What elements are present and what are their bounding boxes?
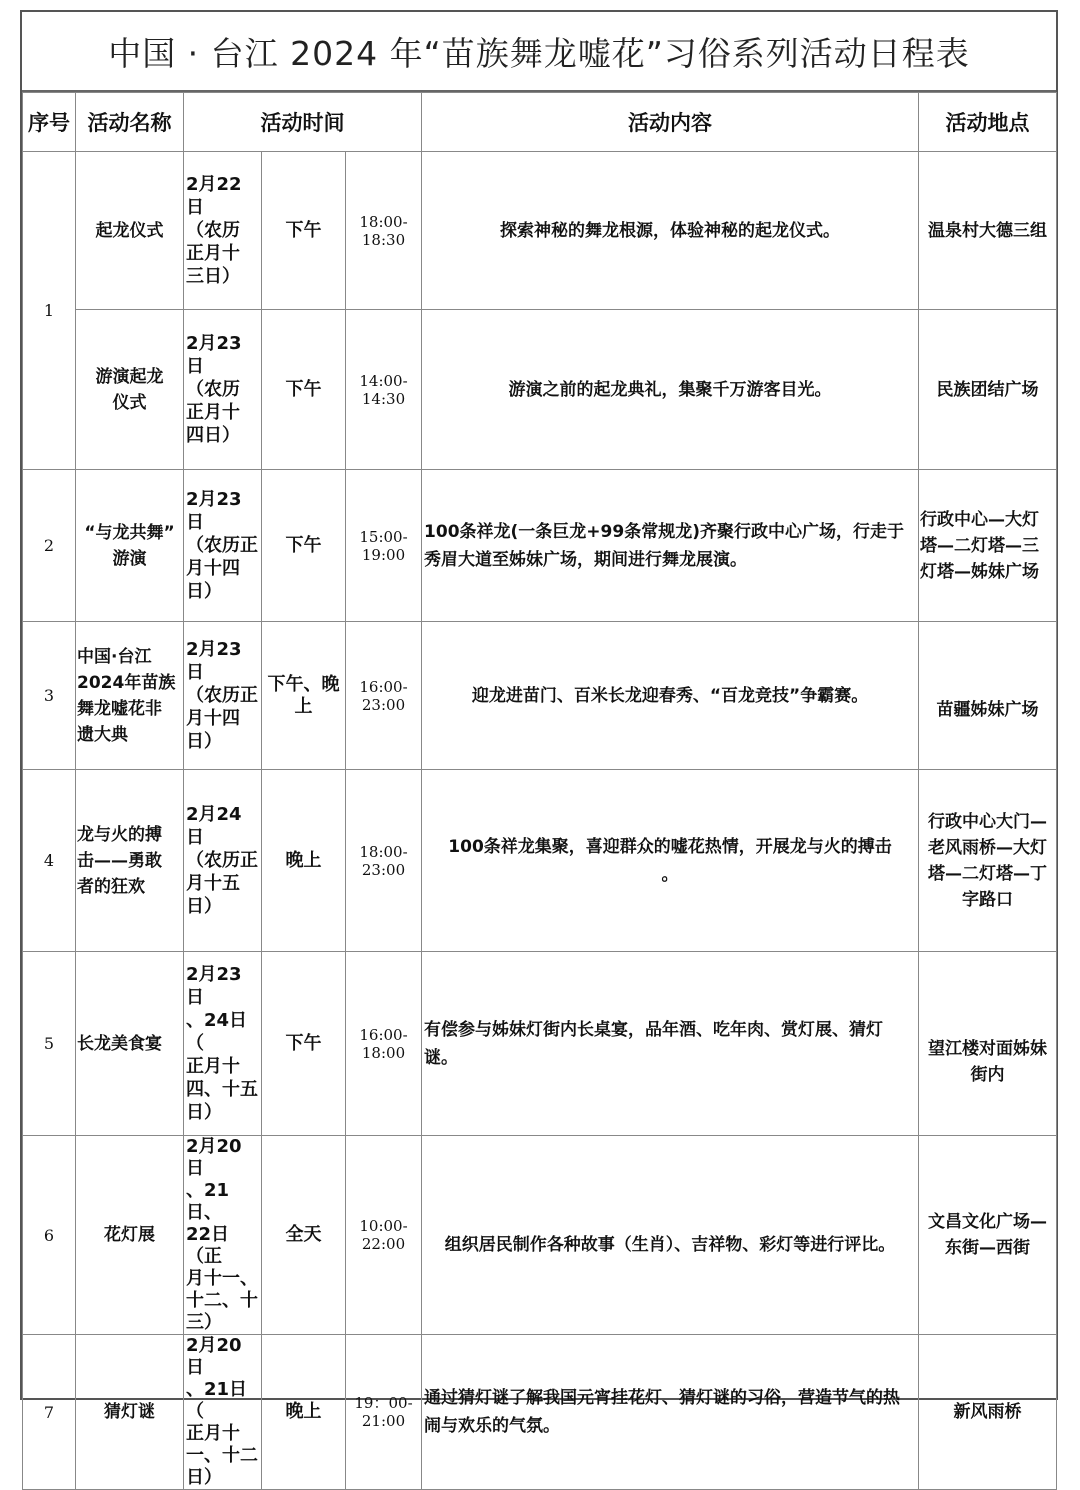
activity-place: 温泉村大德三组 xyxy=(919,152,1057,310)
table-row xyxy=(23,1335,1057,1490)
header-content: 活动内容 xyxy=(422,93,919,152)
activity-name: 中国·台江 2024年苗族 舞龙嘘花非 遗大典 xyxy=(76,622,184,770)
activity-content: 游演之前的起龙典礼，集聚千万游客目光。 xyxy=(422,310,919,470)
activity-date: 2月20日 、21日（ 正月十 一、十二 日） xyxy=(184,1335,262,1490)
schedule-sheet xyxy=(20,10,1058,1488)
activity-time: 18:00- 18:30 xyxy=(346,152,422,310)
activity-place: 望江楼对面姊妹 街内 xyxy=(919,952,1057,1136)
table-row xyxy=(23,152,1057,310)
activity-time: 15:00- 19:00 xyxy=(346,470,422,622)
activity-place: 文昌文化广场— 东街—西街 xyxy=(919,1136,1057,1335)
activity-time: 16:00- 18:00 xyxy=(346,952,422,1136)
header-time: 活动时间 xyxy=(184,93,422,152)
activity-name: “与龙共舞” 游演 xyxy=(76,470,184,622)
activity-period: 下午、晚 上 xyxy=(262,622,346,770)
activity-place: 民族团结广场 xyxy=(919,310,1057,470)
activity-time: 10:00- 22:00 xyxy=(346,1136,422,1335)
activity-content: 探索神秘的舞龙根源，体验神秘的起龙仪式。 xyxy=(422,152,919,310)
header-place: 活动地点 xyxy=(919,93,1057,152)
table-row xyxy=(23,470,1057,622)
table-row xyxy=(23,1136,1057,1335)
activity-name: 花灯展 xyxy=(76,1136,184,1335)
row-number: 7 xyxy=(23,1335,76,1490)
activity-content: 100条祥龙(一条巨龙+99条常规龙)齐聚行政中心广场，行走于秀眉大道至姊妹广场，期间进行舞龙展演。 xyxy=(422,470,919,622)
activity-period: 晚上 xyxy=(262,770,346,952)
header-name: 活动名称 xyxy=(76,93,184,152)
activity-content: 迎龙进苗门、百米长龙迎春秀、“百龙竞技”争霸赛。 xyxy=(422,622,919,770)
table-row xyxy=(23,952,1057,1136)
row-number: 5 xyxy=(23,952,76,1136)
activity-date: 2月22日 （农历 正月十 三日） xyxy=(184,152,262,310)
header-no: 序号 xyxy=(23,93,76,152)
row-number: 4 xyxy=(23,770,76,952)
activity-content: 有偿参与姊妹灯街内长桌宴，品年酒、吃年肉、赏灯展、猜灯谜。 xyxy=(422,952,919,1136)
activity-period: 下午 xyxy=(262,952,346,1136)
activity-period: 下午 xyxy=(262,470,346,622)
activity-date: 2月23日 、24日（ 正月十 四、十五 日） xyxy=(184,952,262,1136)
activity-content: 通过猜灯谜了解我国元宵挂花灯、猜灯谜的习俗，营造节气的热闹与欢乐的气氛。 xyxy=(422,1335,919,1490)
activity-name: 长龙美食宴 xyxy=(76,952,184,1136)
activity-name: 龙与火的搏 击——勇敢 者的狂欢 xyxy=(76,770,184,952)
activity-time: 18:00- 23:00 xyxy=(346,770,422,952)
header-row xyxy=(23,93,1057,152)
activity-place: 行政中心—大灯塔—二灯塔—三灯塔—姊妹广场 xyxy=(919,470,1057,622)
activity-period: 下午 xyxy=(262,310,346,470)
table-row xyxy=(23,622,1057,770)
activity-date: 2月23日 （农历 正月十 四日） xyxy=(184,310,262,470)
activity-place: 行政中心大门—老风雨桥—大灯塔—二灯塔—丁字路口 xyxy=(919,770,1057,952)
row-number: 6 xyxy=(23,1136,76,1335)
row-number: 3 xyxy=(23,622,76,770)
activity-name: 起龙仪式 xyxy=(76,152,184,310)
activity-place: 新风雨桥 xyxy=(919,1335,1057,1490)
activity-content: 组织居民制作各种故事（生肖）、吉祥物、彩灯等进行评比。 xyxy=(422,1136,919,1335)
activity-time: 14:00- 14:30 xyxy=(346,310,422,470)
activity-time: 19：00- 21:00 xyxy=(346,1335,422,1490)
activity-period: 晚上 xyxy=(262,1335,346,1490)
activity-content: 100条祥龙集聚，喜迎群众的嘘花热情，开展龙与火的搏击 。 xyxy=(422,770,919,952)
activity-date: 2月24日 （农历正 月十五 日） xyxy=(184,770,262,952)
activity-date: 2月23日 （农历正 月十四 日） xyxy=(184,622,262,770)
table-row xyxy=(23,310,1057,470)
row-number: 1 xyxy=(23,152,76,470)
activity-time: 16:00- 23:00 xyxy=(346,622,422,770)
activity-period: 全天 xyxy=(262,1136,346,1335)
activity-date: 2月23日 （农历正 月十四 日） xyxy=(184,470,262,622)
activity-place: 苗疆姊妹广场 xyxy=(919,622,1057,770)
activity-date: 2月20日 、21日、 22日（正 月十一、 十二、十 三） xyxy=(184,1136,262,1335)
activity-name: 猜灯谜 xyxy=(76,1335,184,1490)
activity-name: 游演起龙 仪式 xyxy=(76,310,184,470)
row-number: 2 xyxy=(23,470,76,622)
page-title: 中国 · 台江 2024 年“苗族舞龙嘘花”习俗系列活动日程表 xyxy=(22,12,1056,92)
schedule-table xyxy=(22,92,1057,1490)
activity-period: 下午 xyxy=(262,152,346,310)
table-row xyxy=(23,770,1057,952)
